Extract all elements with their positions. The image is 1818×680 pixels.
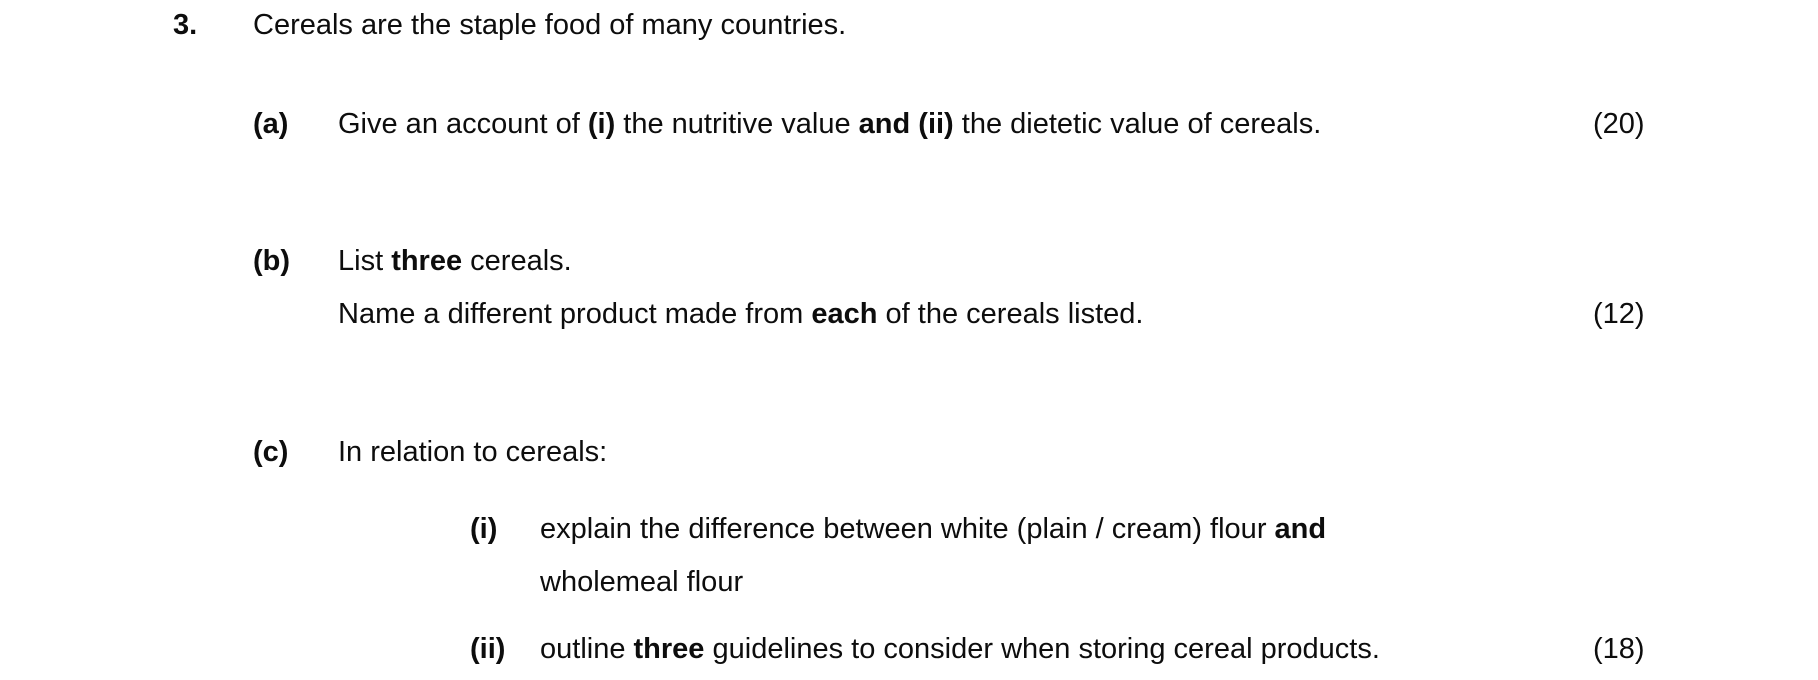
part-a-text: Give an account of (i) the nutritive value and (ii) the dietetic value of cereals. [338, 108, 1322, 141]
spacer [0, 472, 1818, 510]
part-c-ii-label: (ii) [470, 632, 506, 665]
part-a-row [0, 105, 1818, 144]
part-c-ii-wrapper [0, 630, 1818, 669]
part-c-i-line1: explain the difference between white (plain / cream) flour and [540, 512, 1327, 545]
part-c-i-row [0, 510, 1818, 549]
part-c-text: In relation to cereals: [338, 435, 608, 468]
part-b-marks: (12) [1593, 298, 1645, 331]
part-c-ii-marks: (18) [1593, 632, 1645, 665]
spacer [0, 281, 1818, 295]
spacer [0, 45, 1818, 105]
spacer [0, 616, 1818, 630]
question-stem-row [0, 6, 1818, 45]
part-a-marks: (20) [1593, 108, 1645, 141]
part-a-wrapper [0, 105, 1818, 144]
spacer [0, 335, 1818, 395]
part-b-label: (b) [253, 245, 291, 278]
part-c-row [0, 433, 1818, 472]
part-c-label: (c) [253, 435, 289, 468]
spacer [0, 549, 1818, 563]
exam-question-page [0, 6, 1818, 680]
spacer [0, 144, 1818, 204]
part-c-i-label: (i) [470, 512, 498, 545]
part-c-ii-row [0, 630, 1818, 669]
part-b-line2-wrapper [0, 295, 1818, 334]
question-number: 3. [173, 9, 198, 41]
spacer [0, 204, 1818, 242]
question-stem-text: Cereals are the staple food of many countries. [253, 9, 847, 41]
spacer [0, 602, 1818, 616]
spacer [0, 395, 1818, 433]
part-a-label: (a) [253, 108, 289, 141]
part-b-line1: List three cereals. [338, 245, 572, 278]
part-c-ii-line1: outline three guidelines to consider when storing cereal products. [540, 632, 1380, 665]
part-b-line2: Name a different product made from each of the cereals listed. [338, 298, 1144, 331]
part-b-row [0, 242, 1818, 281]
part-c-i-line2: wholemeal flour [540, 565, 744, 598]
